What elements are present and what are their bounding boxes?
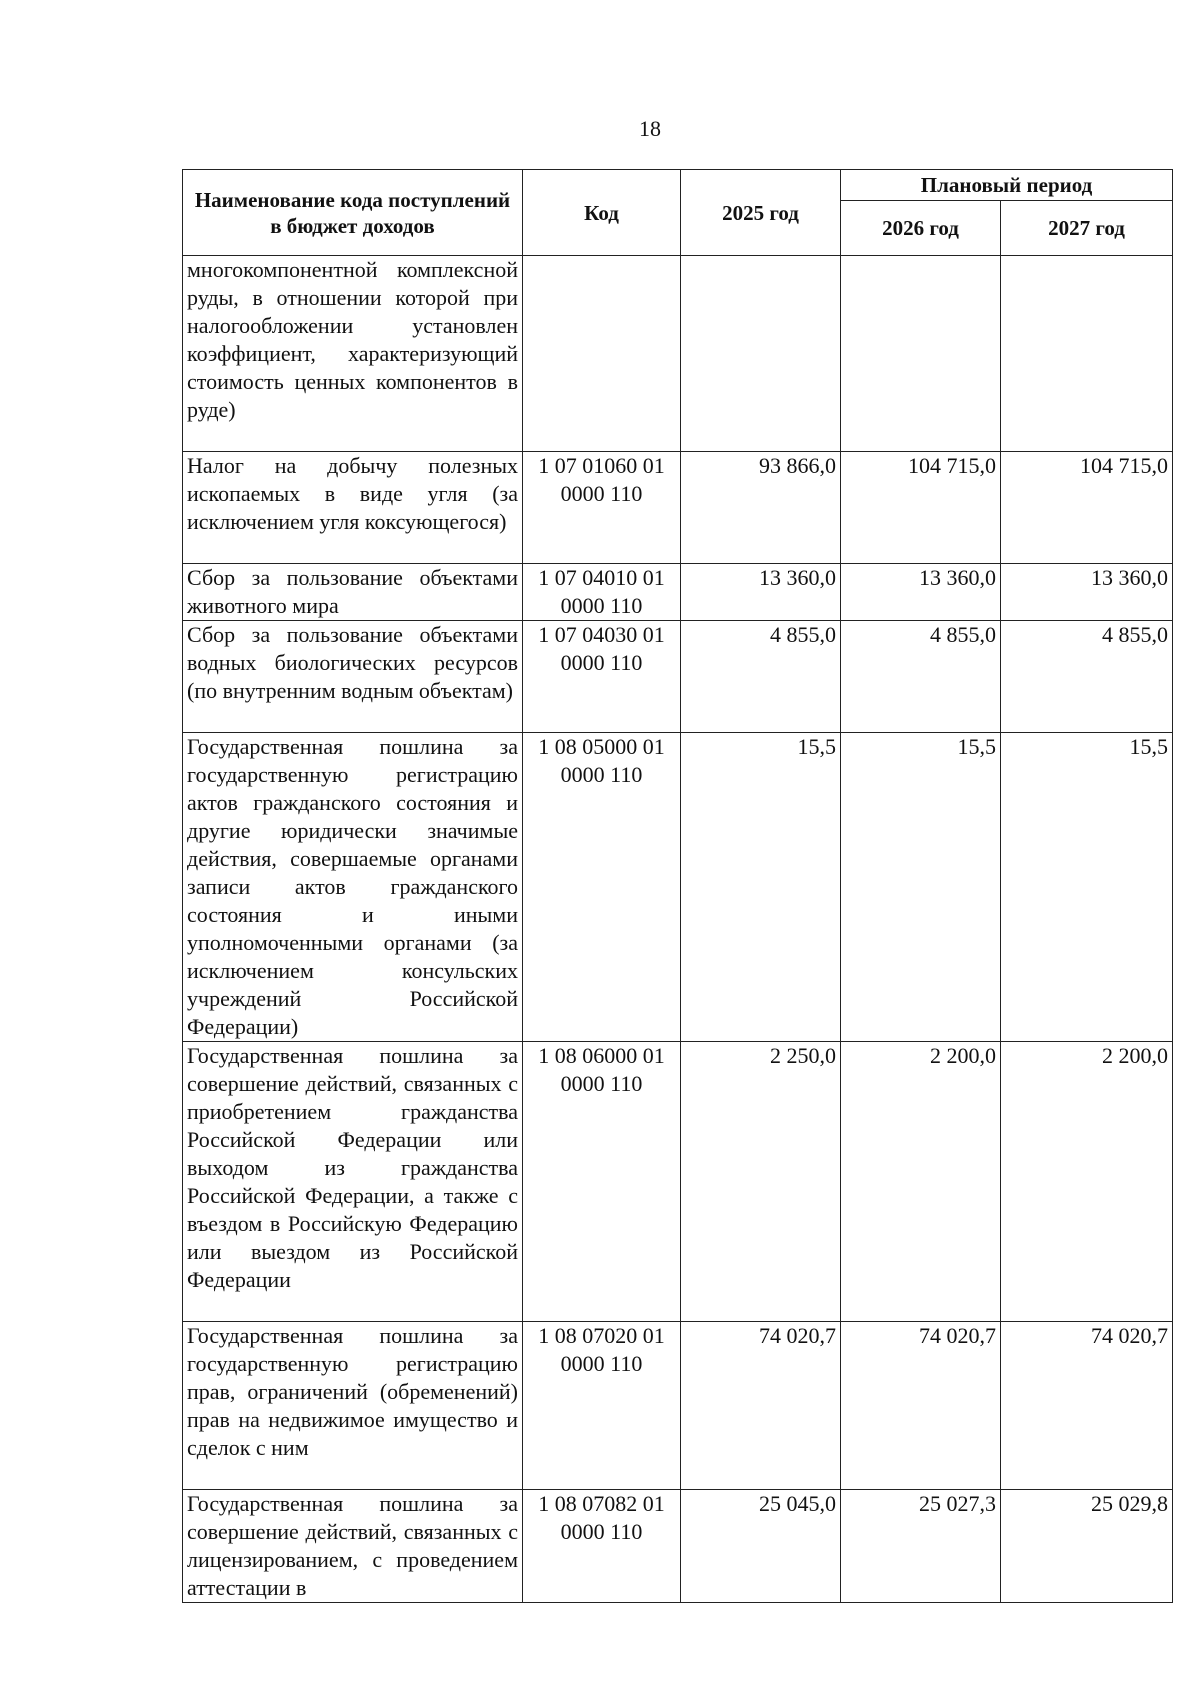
page-number: 18	[639, 116, 661, 141]
row-value-2025: 15,5	[681, 733, 841, 1042]
table-row	[183, 564, 1173, 621]
row-name: Сбор за пользование объектами водных биологических ресурсов (по внутренним водным объектам)	[183, 621, 523, 733]
row-value-2025: 93 866,0	[681, 452, 841, 564]
header-planned-period: Плановый период	[841, 170, 1173, 201]
row-name: Государственная пошлина за совершение действий, связанных с приобретением гражданства Российской Федерации или выходом из гражданства Российской Федерации, а также с въездом в Российскую Федерацию или выездом из Российской Федерации	[183, 1042, 523, 1322]
row-code: 1 07 01060 01 0000 110	[523, 452, 681, 564]
table-row	[183, 1042, 1173, 1322]
row-name: Государственная пошлина за государственную регистрацию актов гражданского состояния и другие юридически значимые действия, совершаемые органами записи актов гражданского состояния и иными уполномоченными органами (за исключением консульских учреждений Российской Федерации)	[183, 733, 523, 1042]
row-name: Сбор за пользование объектами животного мира	[183, 564, 523, 621]
row-value-2026: 13 360,0	[841, 564, 1001, 621]
row-code: 1 08 06000 01 0000 110	[523, 1042, 681, 1322]
row-value-2026: 2 200,0	[841, 1042, 1001, 1322]
row-value-2025: 2 250,0	[681, 1042, 841, 1322]
table-row	[183, 621, 1173, 733]
row-value-2026: 4 855,0	[841, 621, 1001, 733]
row-name: Государственная пошлина за государственную регистрацию прав, ограничений (обременений) прав на недвижимое имущество и сделок с ним	[183, 1322, 523, 1490]
row-value-2026	[841, 256, 1001, 452]
row-value-2027: 104 715,0	[1001, 452, 1173, 564]
row-value-2026: 104 715,0	[841, 452, 1001, 564]
row-value-2025: 25 045,0	[681, 1490, 841, 1603]
table-row	[183, 452, 1173, 564]
row-value-2025	[681, 256, 841, 452]
row-code: 1 08 07082 01 0000 110	[523, 1490, 681, 1603]
header-code: Код	[523, 170, 681, 256]
table-row	[183, 256, 1173, 452]
row-code: 1 07 04030 01 0000 110	[523, 621, 681, 733]
row-value-2026: 74 020,7	[841, 1322, 1001, 1490]
table-row	[183, 1490, 1173, 1603]
row-value-2027: 4 855,0	[1001, 621, 1173, 733]
header-year-2026: 2026 год	[841, 201, 1001, 256]
table-body	[183, 256, 1173, 1603]
row-value-2027	[1001, 256, 1173, 452]
revenue-table	[182, 169, 1173, 1603]
table-row	[183, 1322, 1173, 1490]
row-value-2025: 13 360,0	[681, 564, 841, 621]
header-year-2027: 2027 год	[1001, 201, 1173, 256]
row-value-2025: 74 020,7	[681, 1322, 841, 1490]
row-code: 1 08 05000 01 0000 110	[523, 733, 681, 1042]
row-value-2027: 2 200,0	[1001, 1042, 1173, 1322]
row-value-2027: 25 029,8	[1001, 1490, 1173, 1603]
row-code: 1 08 07020 01 0000 110	[523, 1322, 681, 1490]
row-value-2027: 74 020,7	[1001, 1322, 1173, 1490]
row-value-2026: 25 027,3	[841, 1490, 1001, 1603]
row-code	[523, 256, 681, 452]
row-value-2026: 15,5	[841, 733, 1001, 1042]
header-year-2025: 2025 год	[681, 170, 841, 256]
row-code: 1 07 04010 01 0000 110	[523, 564, 681, 621]
row-value-2025: 4 855,0	[681, 621, 841, 733]
header-name: Наименование кода поступлений в бюджет доходов	[183, 170, 523, 256]
row-value-2027: 13 360,0	[1001, 564, 1173, 621]
row-name: Государственная пошлина за совершение действий, связанных с лицензированием, с проведением аттестации в	[183, 1490, 523, 1603]
row-name: Налог на добычу полезных ископаемых в виде угля (за исключением угля коксующегося)	[183, 452, 523, 564]
row-name: многокомпонентной комплексной руды, в отношении которой при налогообложении установлен коэффициент, характеризующий стоимость ценных компонентов в руде)	[183, 256, 523, 452]
table-row	[183, 733, 1173, 1042]
table-header	[183, 170, 1173, 256]
row-value-2027: 15,5	[1001, 733, 1173, 1042]
